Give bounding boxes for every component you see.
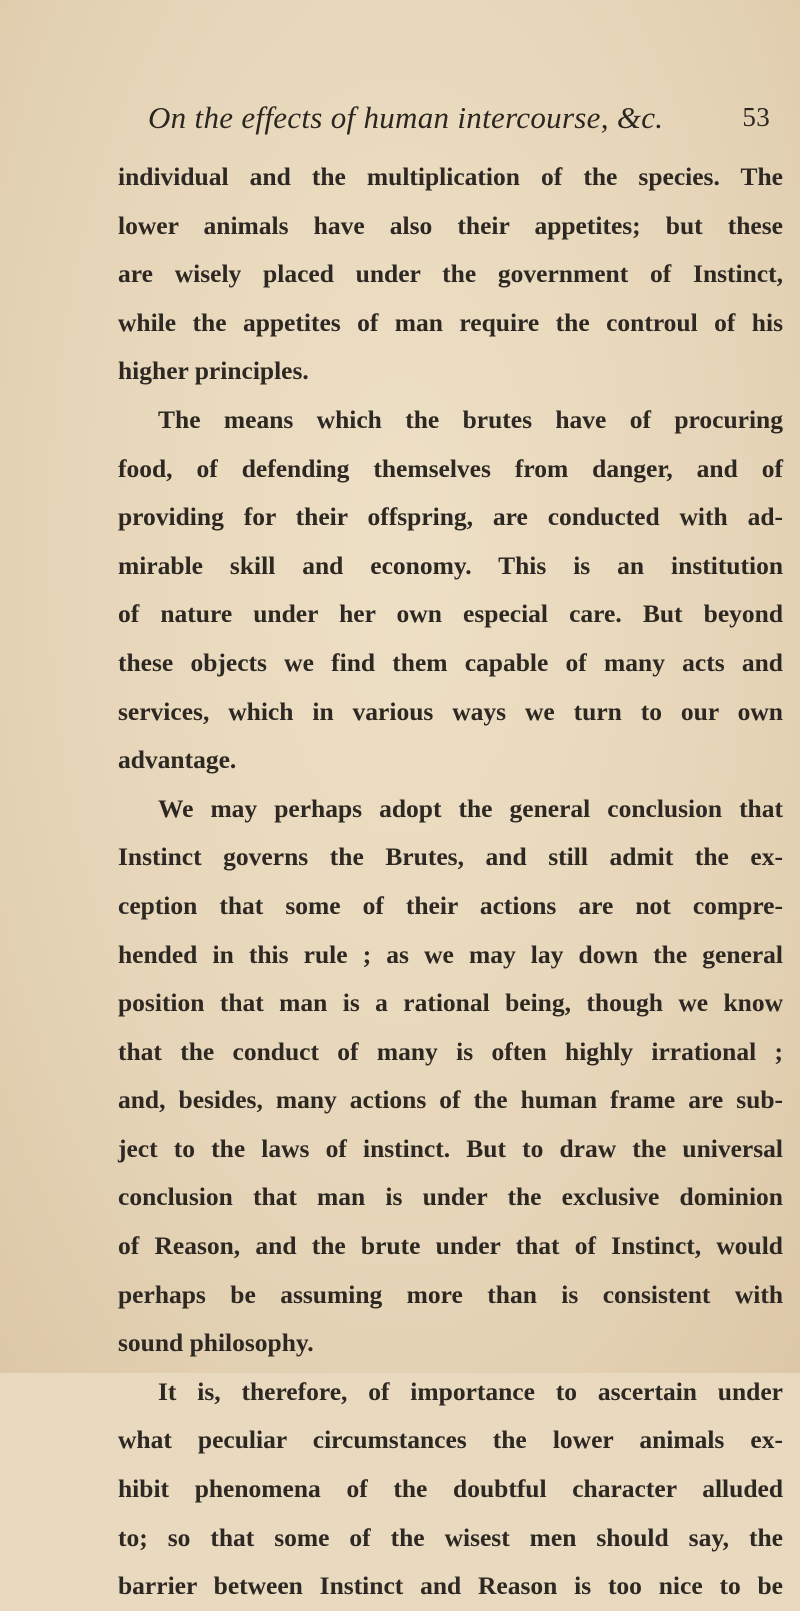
text-line: services, which in various ways we turn to our own [118, 696, 783, 726]
text-line: are wisely placed under the government of Instinct, [118, 259, 783, 289]
text-line: higher principles. [118, 356, 309, 386]
running-head [120, 100, 780, 140]
running-title: On the effects of human intercourse, &c. [148, 100, 664, 135]
text-line: that the conduct of many is often highly irrational ; [118, 1036, 783, 1066]
text-line: barrier between Instinct and Reason is too nice to be [118, 1571, 783, 1601]
text-line: It is, therefore, of importance to ascertain under [158, 1376, 783, 1406]
text-line: conclusion that man is under the exclusive dominion [118, 1182, 783, 1212]
text-line: of nature under her own especial care. But beyond [118, 599, 783, 629]
text-line: individual and the multiplication of the species. The [118, 162, 783, 191]
text-line: ject to the laws of instinct. But to draw the universal [118, 1133, 783, 1163]
text-line: providing for their offspring, are conducted with ad- [118, 502, 783, 532]
text-line: of Reason, and the brute under that of Instinct, would [118, 1231, 783, 1261]
text-line: mirable skill and economy. This is an institution [118, 550, 783, 580]
text-line: what peculiar circumstances the lower animals ex- [118, 1425, 783, 1455]
text-line: We may perhaps adopt the general conclusion that [158, 793, 783, 823]
text-line: hended in this rule ; as we may lay down the general [118, 939, 783, 969]
text-line: ception that some of their actions are not compre- [118, 890, 783, 920]
text-line: lower animals have also their appetites; but these [118, 210, 783, 240]
text-line: advantage. [118, 745, 237, 775]
text-line: while the appetites of man require the controul of his [118, 307, 783, 337]
text-line: hibit phenomena of the doubtful character alluded [118, 1474, 783, 1504]
text-line: Instinct governs the Brutes, and still admit the ex- [118, 842, 783, 872]
text-line: and, besides, many actions of the human frame are sub- [118, 1085, 783, 1115]
text-line: position that man is a rational being, though we know [118, 988, 783, 1018]
text-line: these objects we find them capable of many acts and [118, 647, 783, 677]
text-line: The means which the brutes have of procuring [158, 404, 783, 434]
text-line: sound philosophy. [118, 1328, 314, 1358]
text-line: perhaps be assuming more than is consistent with [118, 1279, 783, 1309]
body-text [118, 153, 783, 1611]
page-number: 53 [742, 102, 770, 132]
text-line: to; so that some of the wisest men should say, the [118, 1522, 783, 1552]
text-line: food, of defending themselves from danger, and of [118, 453, 783, 483]
